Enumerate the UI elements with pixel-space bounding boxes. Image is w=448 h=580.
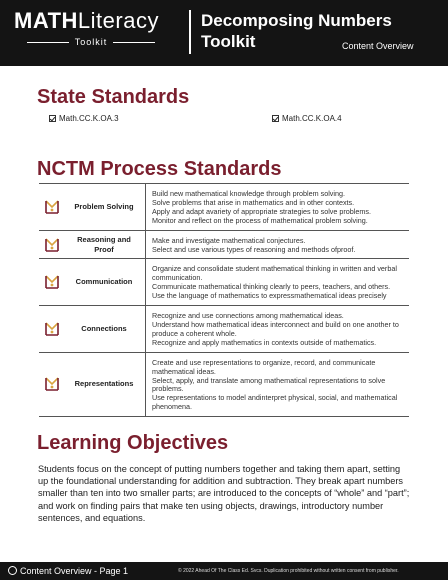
learning-objectives-heading: Learning Objectives bbox=[37, 432, 229, 454]
nctm-standard-description bbox=[145, 184, 409, 230]
nctm-standard-name: Representations bbox=[74, 379, 134, 389]
header-divider bbox=[189, 10, 191, 54]
math-toolkit-m-icon bbox=[39, 259, 65, 305]
nctm-row bbox=[39, 305, 409, 352]
checkbox-checked-icon bbox=[272, 115, 279, 122]
nctm-description-line: Understand how mathematical ideas interconnect and build on one another to produce a coherent whole. bbox=[152, 319, 399, 338]
nctm-description-line: Select, apply, and translate among mathematical representations to solve problems. bbox=[152, 375, 386, 394]
state-standards-heading: State Standards bbox=[37, 86, 190, 108]
nctm-standard-name: Reasoning and Proof bbox=[77, 234, 131, 254]
nctm-standard-description bbox=[145, 353, 409, 416]
nctm-description-line: Solve problems that arise in mathematics and in other contexts. bbox=[152, 197, 355, 207]
standard-item: Math.CC.K.OA.3 bbox=[49, 114, 119, 123]
nctm-description-line: Create and use representations to organize, record, and communicate mathematical ideas. bbox=[152, 357, 376, 376]
logo-wordmark: MATHLiteracy bbox=[14, 8, 159, 33]
nctm-standard-name: Connections bbox=[81, 323, 127, 333]
nctm-description-line: Communicate mathematical thinking clearly to peers, teachers, and others. bbox=[152, 282, 391, 292]
nctm-description-line: Select and use various types of reasoning and methods ofproof. bbox=[152, 244, 356, 254]
page-header bbox=[0, 0, 448, 66]
checkbox-checked-icon bbox=[49, 115, 56, 122]
nctm-description-line: Organize and consolidate student mathematical thinking in written and verbal communication. bbox=[152, 264, 397, 283]
nctm-row bbox=[39, 183, 409, 230]
page-title: Decomposing Numbers Toolkit bbox=[201, 11, 392, 51]
logo-toolkit-label: Toolkit bbox=[14, 37, 168, 47]
nctm-heading: NCTM Process Standards bbox=[37, 158, 282, 180]
nctm-description-line: Recognize and apply mathematics in contexts outside of mathematics. bbox=[152, 337, 377, 347]
nctm-standard-description bbox=[145, 306, 409, 352]
nctm-standard-name: Communication bbox=[75, 277, 133, 287]
nctm-standard-name: Problem Solving bbox=[74, 201, 134, 211]
math-toolkit-m-icon bbox=[39, 306, 65, 352]
nctm-row bbox=[39, 230, 409, 259]
nctm-row bbox=[39, 352, 409, 417]
nctm-description-line: Use the language of mathematics to expressmathematical ideas precisely bbox=[152, 291, 387, 301]
page-subtitle: Content Overview bbox=[342, 41, 414, 51]
learning-objectives-text: Students focus on the concept of putting numbers together and taking them apart, setting up the foundational understanding for addition and subtraction. They break apart numbers smaller than ten into two smaller parts; are introduced to the concepts of “whole” and “part”; and work on finding pairs that make ten using objects, drawings, introductory number sentences, and equations. bbox=[38, 464, 410, 523]
nctm-table bbox=[39, 183, 409, 417]
math-toolkit-m-icon bbox=[39, 231, 65, 259]
circle-icon bbox=[8, 566, 17, 575]
page-footer bbox=[0, 562, 448, 580]
math-toolkit-m-icon bbox=[39, 184, 65, 230]
nctm-standard-description bbox=[145, 259, 409, 305]
nctm-description-line: Recognize and use connections among mathematical ideas. bbox=[152, 311, 344, 321]
standard-item: Math.CC.K.OA.4 bbox=[272, 114, 342, 123]
math-literacy-toolkit-logo bbox=[14, 8, 174, 56]
nctm-description-line: Monitor and reflect on the process of mathematical problem solving. bbox=[152, 215, 368, 225]
nctm-description-line: Apply and adapt avariety of appropriate strategies to solve problems. bbox=[152, 206, 371, 216]
nctm-description-line: Use representations to model andinterpret physical, social, and mathematical phenomena. bbox=[152, 393, 398, 412]
nctm-row bbox=[39, 258, 409, 305]
footer-copyright: © 2022 Ahead Of The Class Ed. Svcs. Duplication prohibited without written consent from publisher. bbox=[178, 568, 399, 574]
nctm-description-line: Make and investigate mathematical conjectures. bbox=[152, 235, 306, 245]
nctm-description-line: Build new mathematical knowledge through problem solving. bbox=[152, 189, 345, 198]
footer-page-label: Content Overview - Page 1 bbox=[8, 565, 128, 576]
nctm-standard-description bbox=[145, 231, 409, 259]
math-toolkit-m-icon bbox=[39, 353, 65, 416]
